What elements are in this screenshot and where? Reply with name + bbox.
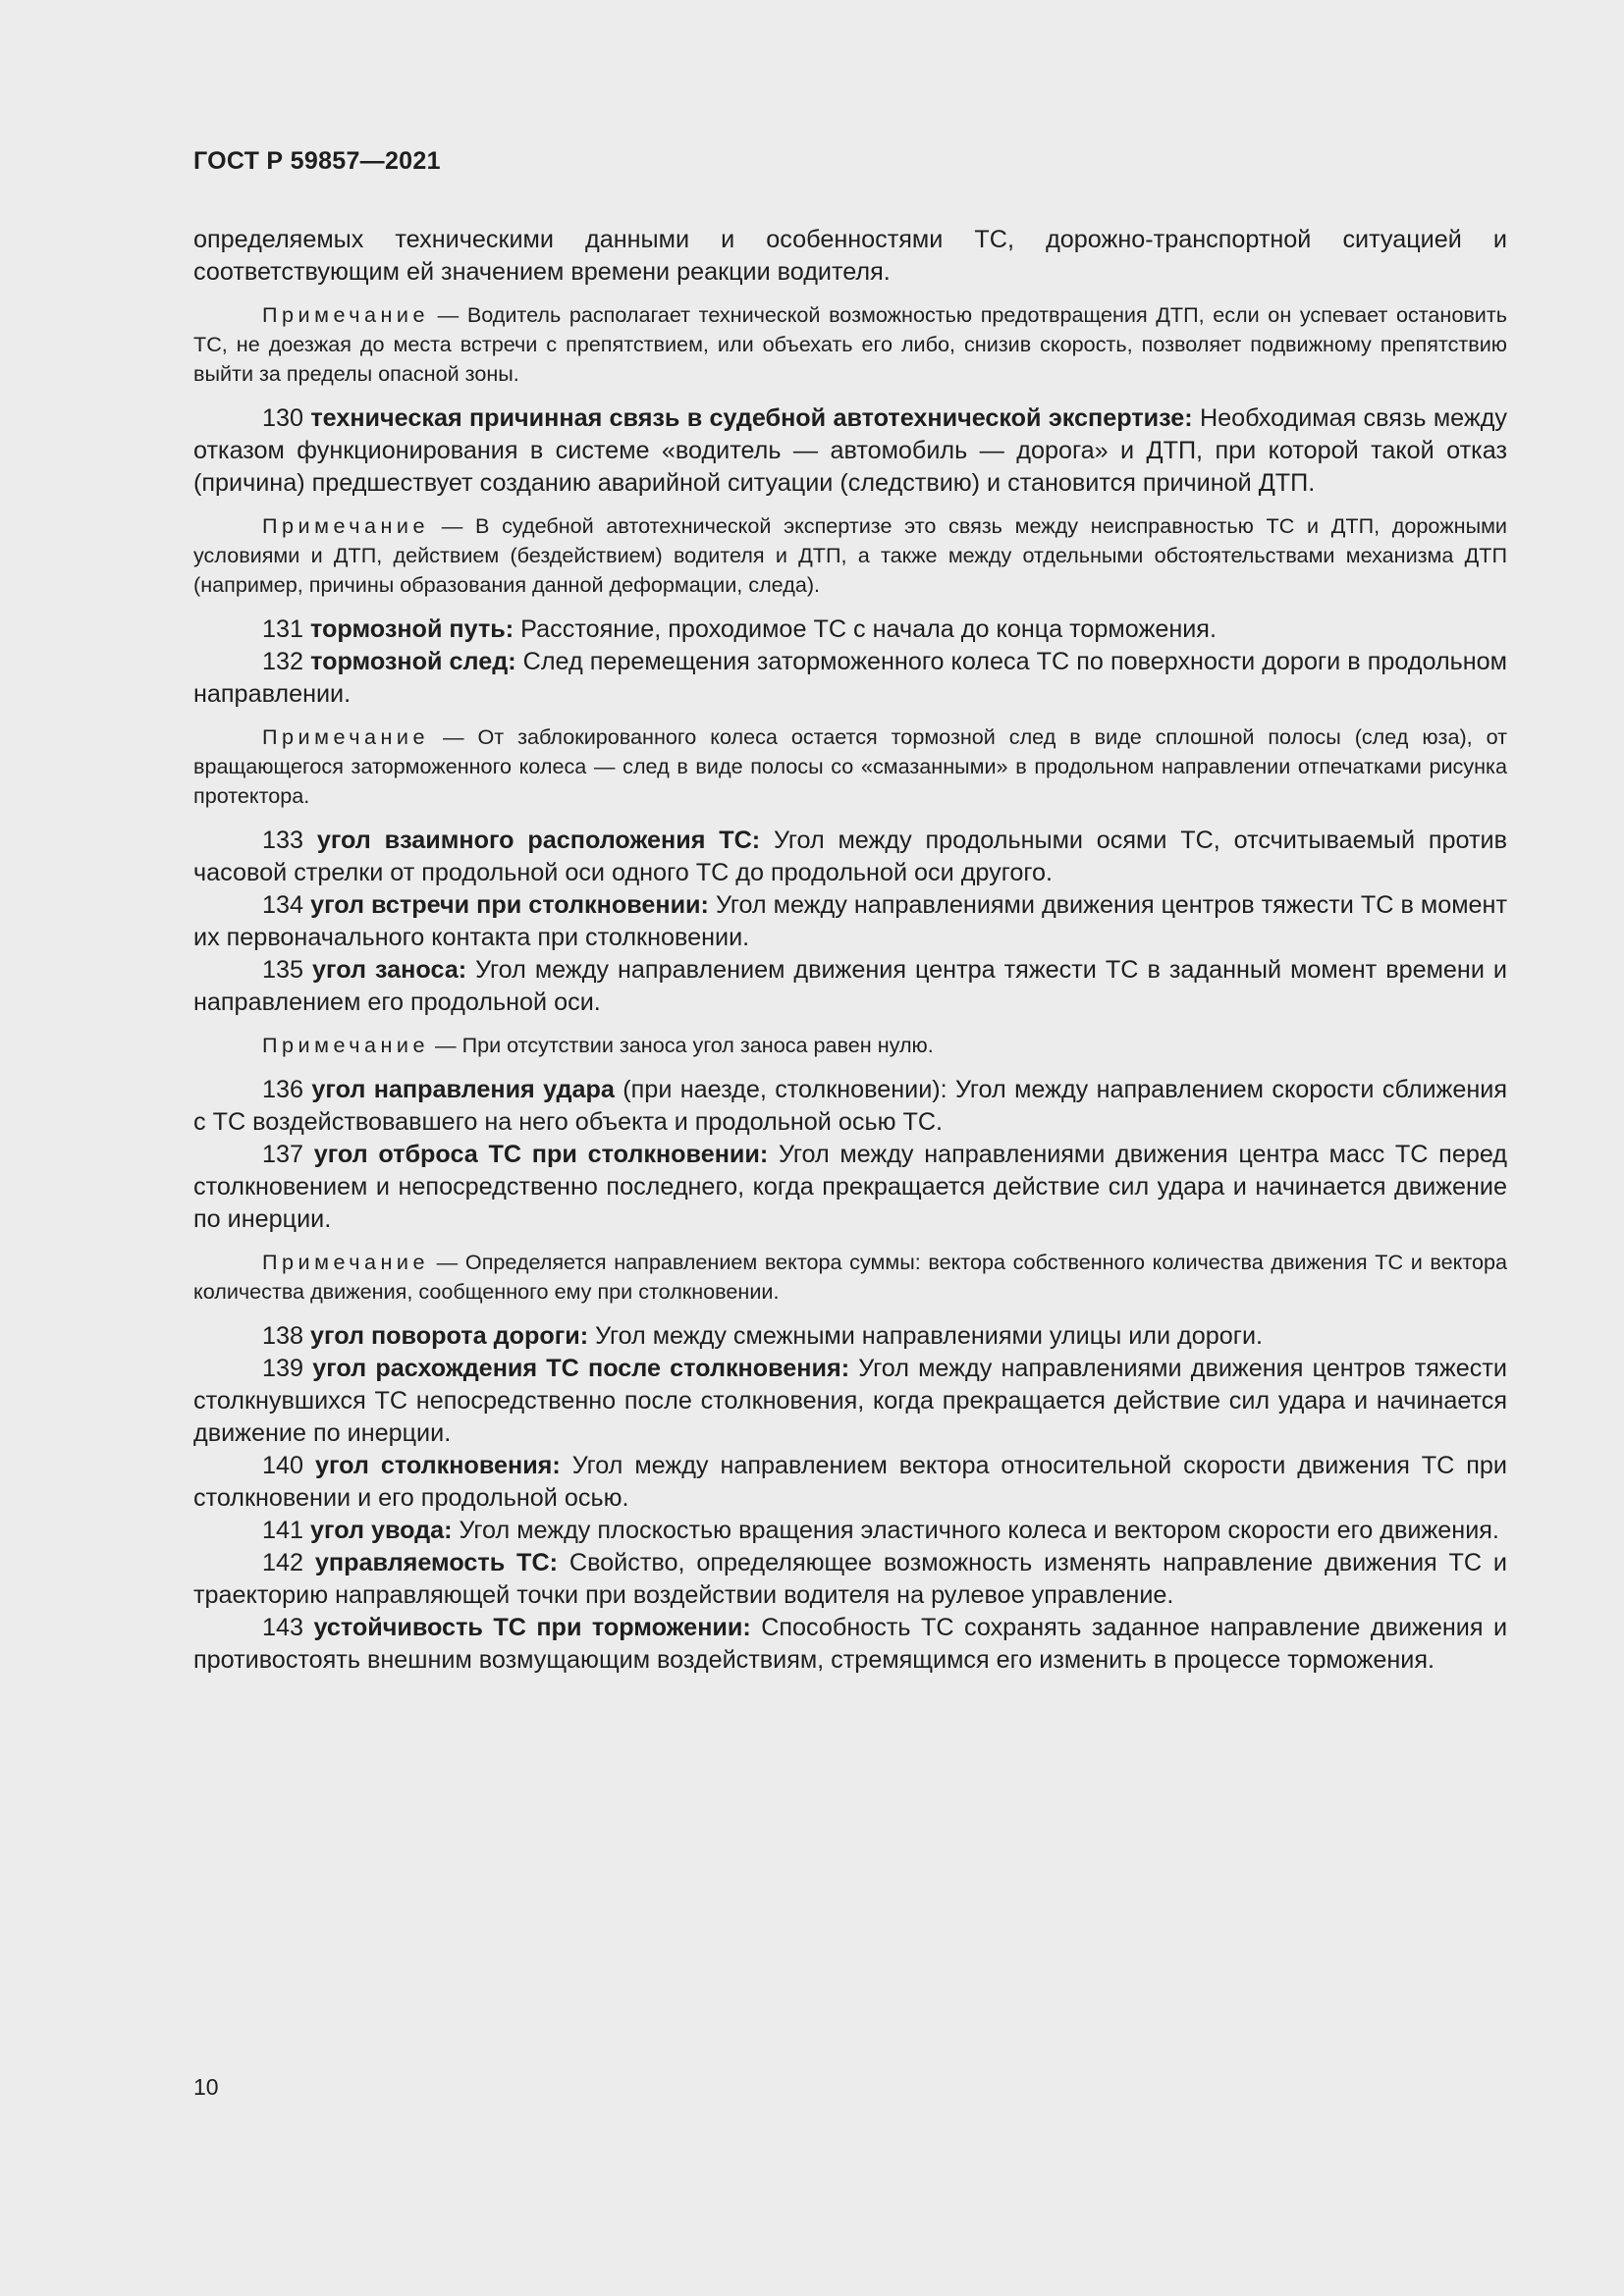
- term-title: угол встречи при столкновении:: [310, 891, 709, 919]
- note-label: Примечание: [262, 302, 429, 327]
- term-number: 133: [262, 827, 304, 854]
- term-number: 141: [262, 1517, 304, 1544]
- note-label: Примечание: [262, 513, 429, 538]
- term-number: 139: [262, 1355, 304, 1382]
- note-text: — Определяется направлением вектора суммы: вектора собственного количества движения ТС и вектора количества движения, сообщенного ему при столкновении.: [193, 1250, 1508, 1304]
- note-3: [193, 722, 1507, 811]
- term-definition: Угол между направлениями движения центра масс ТС перед столкновением и непосредственно последнего, когда прекращается действие сил удара и начинается движение по инерции.: [193, 1141, 1507, 1233]
- term-title: угол увода:: [310, 1517, 453, 1544]
- term-title: техническая причинная связь в судебной автотехнической экспертизе:: [310, 404, 1193, 432]
- term-definition: Угол между направлениями движения центров тяжести ТС в момент их первоначального контакта при столкновении.: [193, 891, 1507, 951]
- term-definition: Угол между продольными осями ТС, отсчитываемый против часовой стрелки от продольной оси одного ТС до продольной оси другого.: [193, 827, 1507, 886]
- term-142: [193, 1547, 1507, 1612]
- term-title: управляемость ТС:: [314, 1549, 559, 1576]
- term-135: [193, 954, 1507, 1019]
- term-131: [193, 614, 1507, 646]
- term-title: угол взаимного расположения ТС:: [316, 827, 761, 854]
- term-number: 132: [262, 648, 304, 675]
- term-134: [193, 889, 1507, 954]
- term-number: 142: [262, 1549, 304, 1576]
- term-definition: Угол между направлением вектора относительной скорости движения ТС при столкновении и его продольной осью.: [193, 1452, 1508, 1512]
- term-number: 134: [262, 891, 304, 919]
- term-title: тормозной след:: [310, 648, 516, 675]
- term-definition: Угол между направлениями движения центров тяжести столкнувшихся ТС непосредственно после столкновения, когда прекращается действие сил удара и начинается движение по инерции.: [193, 1355, 1507, 1447]
- term-139: [193, 1353, 1507, 1450]
- note-label: Примечание: [262, 1033, 429, 1057]
- term-137: [193, 1139, 1507, 1236]
- term-number: 135: [262, 956, 304, 984]
- term-number: 130: [262, 404, 304, 432]
- note-text: — При отсутствии заноса угол заноса равен нулю.: [435, 1033, 934, 1057]
- term-143: [193, 1612, 1507, 1677]
- term-definition: Свойство, определяющее возможность изменять направление движения ТС и траекторию направляющей точки при воздействии водителя на рулевое управление.: [193, 1549, 1507, 1609]
- term-140: [193, 1450, 1507, 1515]
- term-definition: Необходимая связь между отказом функционирования в системе «водитель — автомобиль — дорога» и ДТП, при которой такой отказ (причина) предшествует созданию аварийной ситуации (следствию) и становится причиной ДТП.: [193, 404, 1508, 497]
- term-definition: Способность ТС сохранять заданное направление движения и противостоять внешним возмущающим воздействиям, стремящимся его изменить в процессе торможения.: [193, 1614, 1508, 1674]
- term-title: тормозной путь:: [310, 615, 514, 643]
- term-title: угол заноса:: [312, 956, 467, 984]
- page-number: 10: [193, 2074, 219, 2100]
- term-title: угол столкновения:: [314, 1452, 561, 1479]
- term-136: [193, 1074, 1507, 1139]
- document-header: ГОСТ Р 59857—2021: [193, 147, 441, 175]
- document-body: [193, 224, 1507, 1677]
- note-text: — Водитель располагает технической возможностью предотвращения ДТП, если он успевает остановить ТС, не доезжая до места встречи с препятствием, или объехать его либо, снизив скорость, позволяет подвижному препятствию выйти за пределы опасной зоны.: [193, 302, 1508, 386]
- term-141: [193, 1515, 1507, 1547]
- note-5: [193, 1248, 1507, 1307]
- note-text: — От заблокированного колеса остается тормозной след в виде сплошной полосы (след юза), от вращающегося заторможенного колеса — след в виде полосы со «смазанными» в продольном направлении отпечатками рисунка протектора.: [193, 724, 1508, 808]
- term-number: 140: [262, 1452, 304, 1479]
- term-title: угол направления удара: [311, 1076, 615, 1103]
- term-definition: Угол между смежными направлениями улицы или дороги.: [588, 1322, 1264, 1350]
- note-text: — В судебной автотехнической экспертизе это связь между неисправностью ТС и ДТП, дорожными условиями и ДТП, действием (бездействием) водителя и ДТП, а также между отдельными обстоятельствами механизма ДТП (например, причины образования данной деформации, следа).: [193, 513, 1507, 597]
- note-2: [193, 511, 1507, 600]
- term-132: [193, 646, 1507, 711]
- term-definition: (при наезде, столкновении): Угол между направлением скорости сближения с ТС воздействовавшего на него объекта и продольной осью ТС.: [193, 1076, 1507, 1136]
- note-label: Примечание: [262, 724, 429, 749]
- term-definition: След перемещения заторможенного колеса ТС по поверхности дороги в продольном направлении.: [193, 648, 1507, 708]
- term-definition: Угол между направлением движения центра тяжести ТС в заданный момент времени и направлением его продольной оси.: [193, 956, 1507, 1016]
- term-title: угол отброса ТС при столкновении:: [313, 1141, 769, 1168]
- term-133: [193, 825, 1507, 889]
- term-title: угол поворота дороги:: [310, 1322, 589, 1350]
- intro-paragraph: определяемых техническими данными и особенностями ТС, дорожно-транспортной ситуацией и соответствующим ей значением времени реакции водителя.: [193, 226, 1507, 286]
- term-number: 136: [262, 1076, 304, 1103]
- term-title: устойчивость ТС при торможении:: [313, 1614, 751, 1641]
- term-title: угол расхождения ТС после столкновения:: [312, 1355, 850, 1382]
- term-130: [193, 402, 1507, 500]
- term-definition: Угол между плоскостью вращения эластичного колеса и вектором скорости его движения.: [452, 1517, 1499, 1544]
- note-label: Примечание: [262, 1250, 429, 1274]
- note-4: [193, 1031, 1507, 1060]
- term-number: 137: [262, 1141, 304, 1168]
- term-number: 138: [262, 1322, 304, 1350]
- term-number: 131: [262, 615, 304, 643]
- note-1: [193, 300, 1507, 389]
- term-definition: Расстояние, проходимое ТС с начала до конца торможения.: [514, 615, 1217, 643]
- term-138: [193, 1320, 1507, 1353]
- term-number: 143: [262, 1614, 304, 1641]
